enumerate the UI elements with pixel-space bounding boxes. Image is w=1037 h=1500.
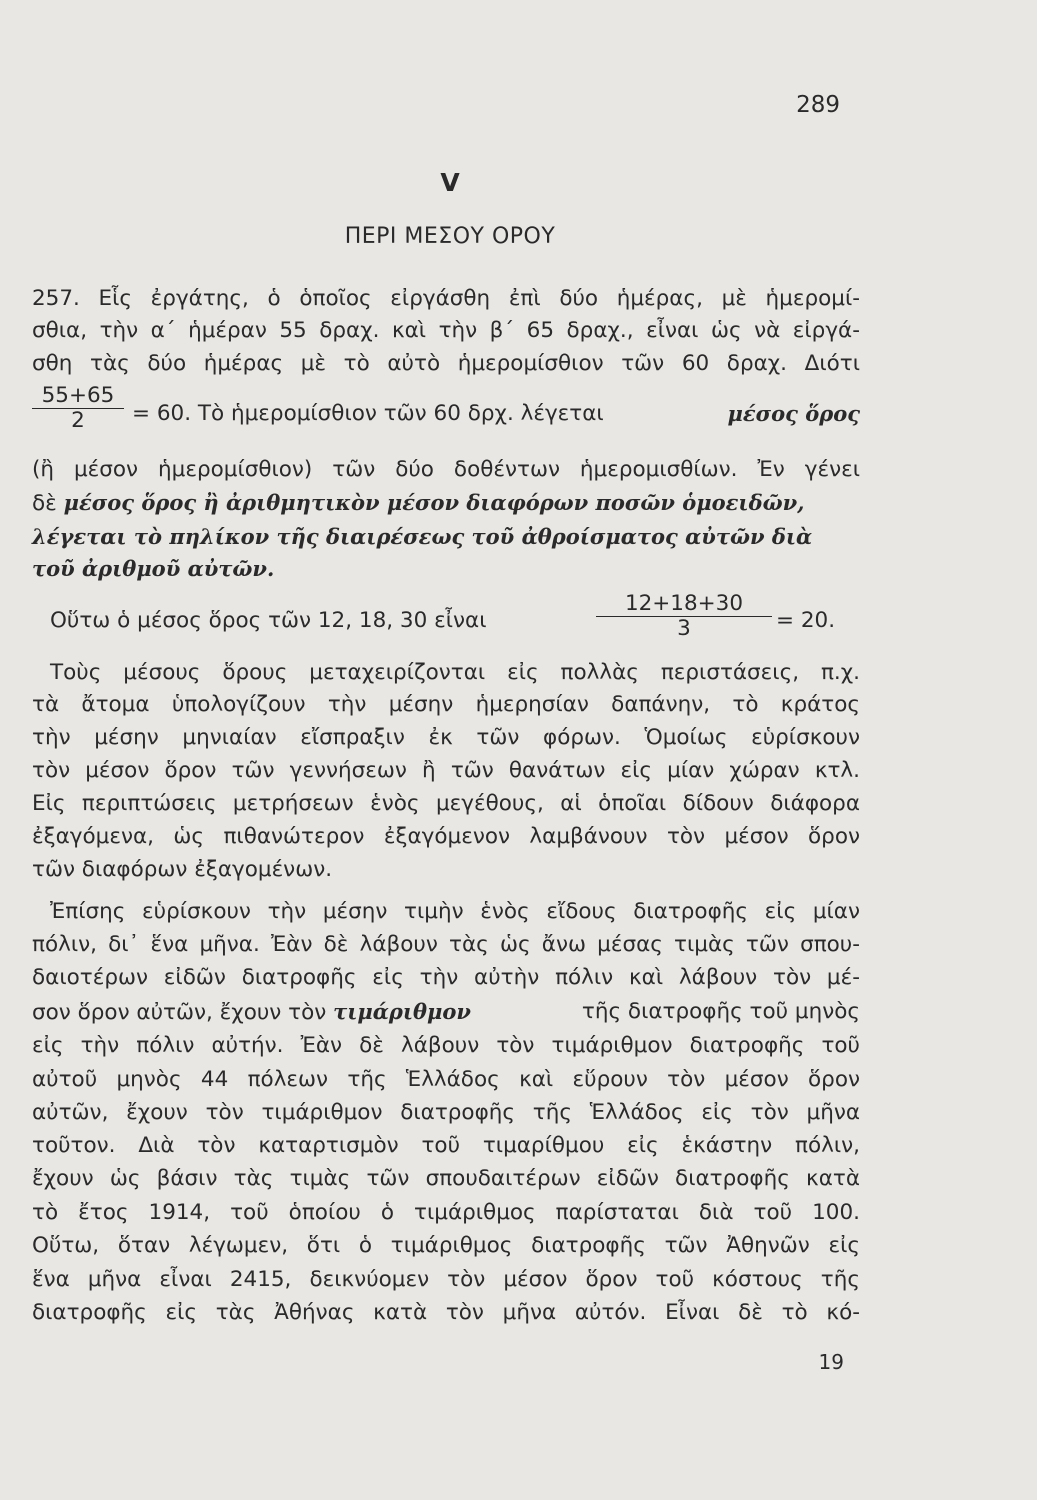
fraction-numerator: 55+65 [41,383,115,408]
definition-text: τοῦ ἀριθμοῦ αὐτῶν. [32,556,275,581]
fraction-denominator: 3 [677,616,691,641]
text-line [32,487,860,520]
text-line: Τοὺς μέσους ὅρους μεταχειρίζονται εἰς πολλὰς περιστάσεις, π.χ. [50,660,860,685]
text-line: ἕνα μῆνα εἶναι 2415, δεικνύομεν τὸν μέσον ὅρον τοῦ κόστους τῆς [32,1267,860,1292]
fraction-denominator: 2 [71,408,85,433]
text-line: ἔχουν ὡς βάσιν τὰς τιμὰς τῶν σπουδαιτέρων εἰδῶν διατροφῆς κατὰ [32,1166,860,1191]
text-line: Εἰς περιπτώσεις μετρήσεων ἑνὸς μεγέθους, αἱ ὁποῖαι δίδουν διάφορα [32,791,860,816]
text-line: αὐτοῦ μηνὸς 44 πόλεων τῆς Ἑλλάδος καὶ εὕρουν τὸν μέσον ὅρον [32,1067,860,1092]
text-span: τῆς διατροφῆς τοῦ μηνὸς [581,999,860,1024]
text-line: σθια, τὴν α΄ ἡμέραν 55 δραχ. καὶ τὴν β΄ 65 δραχ., εἶναι ὡς νὰ εἰργά- [32,318,860,343]
fraction-12-18-30 [596,592,772,641]
text-line: τὰ ἄτομα ὑπολογίζουν τὴν μέσην ἡμερησίαν δαπάνην, τὸ κράτος [32,692,860,717]
text-line [32,996,860,1029]
signature-mark: 19 [818,1350,844,1374]
text-line: τὸ ἔτος 1914, τοῦ ὁποίου ὁ τιμάριθμος παρίσταται διὰ τοῦ 100. [32,1200,860,1225]
definition-text: μέσος ὅρος ἢ ἀριθμητικὸν μέσον διαφόρων ποσῶν ὁμοειδῶν, [63,490,805,515]
text-line: αὐτῶν, ἔχουν τὸν τιμάριθμον διατροφῆς τῆς Ἑλλάδος εἰς τὸν μῆνα [32,1100,860,1125]
chapter-number: V [440,168,460,197]
definition-text: λέγεται τὸ πηλίκον τῆς διαιρέσεως τοῦ ἀθροίσματος αὐτῶν διὰ [32,524,813,549]
text-line: τὴν μέσην μηνιαίαν εἴσπραξιν ἐκ τῶν φόρων. Ὁμοίως εὑρίσκουν [32,725,860,750]
text-span: σον ὅρον αὐτῶν, ἔχουν τὸν [32,1000,327,1025]
page-number: 289 [796,92,840,118]
chapter-title: ΠΕΡΙ ΜΕΣΟΥ ΟΡΟΥ [344,224,556,249]
text-line: ἐξαγόμενα, ὡς πιθανώτερον ἐξαγόμενον λαμβάνουν τὸν μέσον ὅρον [32,824,860,849]
text-span: δὲ [32,491,57,516]
term-mean: μέσος ὅρος [727,401,860,426]
text-line: τῶν διαφόρων ἐξαγομένων. [32,857,333,882]
text-line: εἰς τὴν πόλιν αὐτήν. Ἐὰν δὲ λάβουν τὸν τιμάριθμον διατροφῆς τοῦ [32,1033,860,1058]
term-price-index: τιμάριθμον [333,999,471,1024]
fraction-numerator: 12+18+30 [624,591,744,616]
text-line [132,398,860,430]
text-line: δαιοτέρων εἰδῶν διατροφῆς εἰς τὴν αὐτὴν πόλιν καὶ λάβουν τὸν μέ- [32,965,860,990]
text-span: = 60. Τὸ ἡμερομίσθιον τῶν 60 δρχ. λέγεται [132,401,604,426]
text-line: πόλιν, δι᾿ ἕνα μῆνα. Ἐὰν δὲ λάβουν τὰς ὡς ἄνω μέσας τιμὰς τῶν σπου- [32,932,860,957]
text-line: τοῦτον. Διὰ τὸν καταρτισμὸν τοῦ τιμαρίθμου εἰς ἑκάστην πόλιν, [32,1133,860,1158]
text-line: = 20. [776,608,836,633]
text-line: διατροφῆς εἰς τὰς Ἀθήνας κατὰ τὸν μῆνα αὐτόν. Εἶναι δὲ τὸ κό- [32,1300,860,1325]
text-line: 257. Εἷς ἐργάτης, ὁ ὁποῖος εἰργάσθη ἐπὶ δύο ἡμέρας, μὲ ἡμερομί- [32,286,860,311]
text-line: σθη τὰς δύο ἡμέρας μὲ τὸ αὐτὸ ἡμερομίσθιον τῶν 60 δραχ. Διότι [32,351,860,376]
text-line: Ἐπίσης εὑρίσκουν τὴν μέσην τιμὴν ἑνὸς εἴδους διατροφῆς εἰς μίαν [50,899,860,924]
text-line: Οὕτω ὁ μέσος ὅρος τῶν 12, 18, 30 εἶναι [50,608,487,633]
text-line: τὸν μέσον ὅρον τῶν γεννήσεων ἢ τῶν θανάτων εἰς μίαν χώραν κτλ. [32,758,860,783]
text-line: Οὕτω, ὅταν λέγωμεν, ὅτι ὁ τιμάριθμος διατροφῆς τῶν Ἀθηνῶν εἰς [32,1233,860,1258]
text-line: (ἢ μέσον ἡμερομίσθιον) τῶν δύο δοθέντων ἡμερομισθίων. Ἐν γένει [32,457,860,482]
fraction-55-65 [32,384,124,433]
